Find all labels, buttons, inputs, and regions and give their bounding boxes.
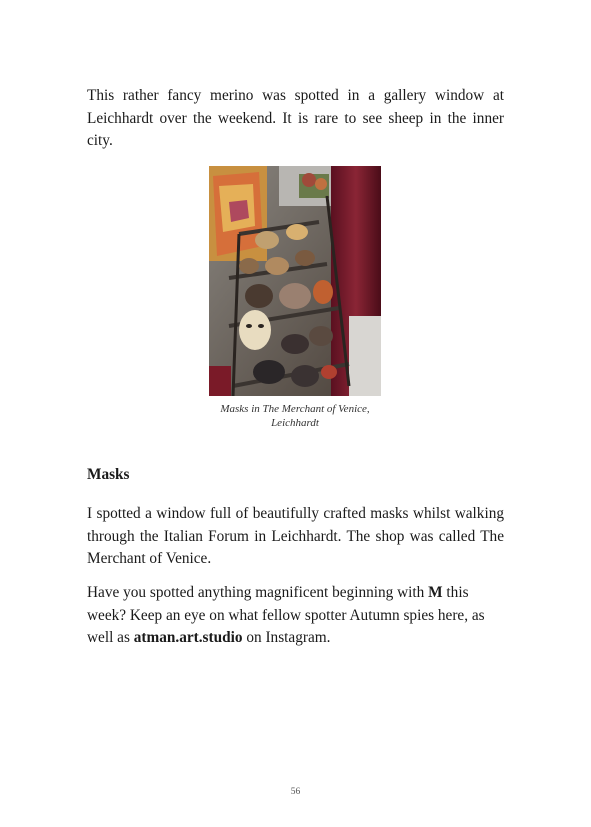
closing-text-3: on Instagram. [242,629,331,646]
photo-caption [200,403,390,430]
closing-text-2: this week? Keep an eye on what fellow spotter Autumn spies here, as well as [87,584,485,646]
featured-letter: M [428,584,443,601]
section-heading: Masks [87,466,130,483]
instagram-handle: atman.art.studio [133,629,243,646]
masks-photo [209,166,381,396]
masks-paragraph: I spotted a window full of beautifully crafted masks whilst walking through the Italian Forum in Leichhardt. The shop was called The Merchant of Venice. [87,505,504,567]
masks-window-illustration [209,166,381,396]
caption-line-2: Leichhardt [271,416,319,429]
closing-paragraph [87,582,504,650]
page-number: 56 [290,787,301,797]
intro-paragraph: This rather fancy merino was spotted in a gallery window at Leichhardt over the weekend. It is rare to see sheep in the inner city. [87,87,504,149]
closing-text-1: Have you spotted anything magnificent beginning with [87,584,429,601]
caption-line-1: Masks in The Merchant of Venice, [220,403,370,415]
